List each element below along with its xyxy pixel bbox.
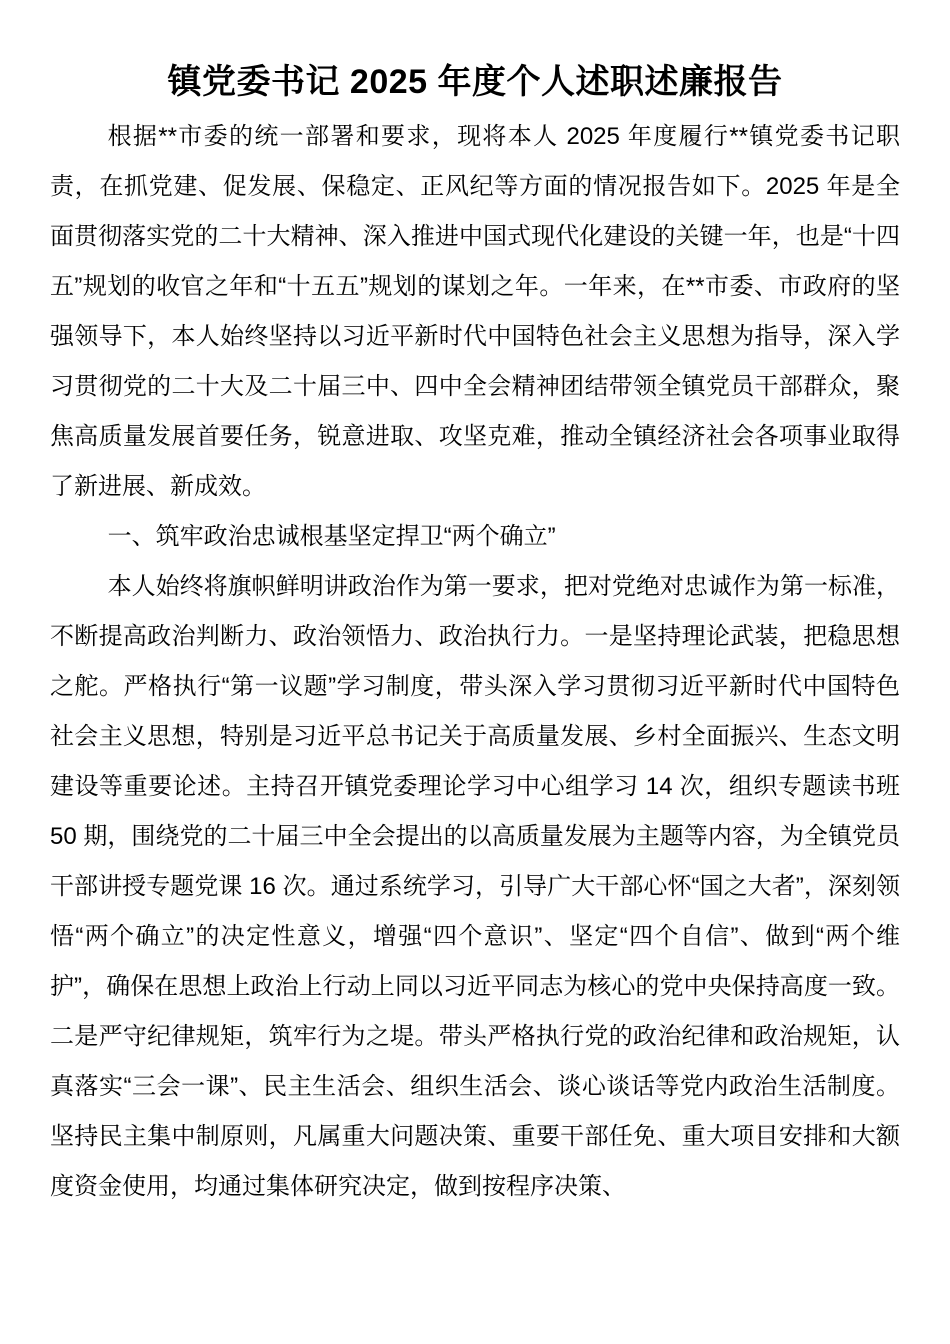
section-1-heading: 一、筑牢政治忠诚根基坚定捍卫“两个确立” [107,523,556,550]
document-body [50,112,900,1212]
section-1-body: 本人始终将旗帜鲜明讲政治作为第一要求，把对党绝对忠诚作为第一标准，不断提高政治判断力、政治领悟力、政治执行力。一是坚持理论武装，把稳思想之舵。严格执行“第一议题”学习制度，带头深入学习贯彻习近平新时代中国特色社会主义思想，特别是习近平总书记关于高质量发展、乡村全面振兴、生态文明建设等重要论述。主持召开镇党委理论学习中心组学习 14 次，组织专题读书班 50 期，围绕党的二十届三中全会提出的以高质量发展为主题等内容，为全镇党员干部讲授专题党课 16 次。通过系统学习，引导广大干部心怀“国之大者”，深刻领悟“两个确立”的决定性意义，增强“四个意识”、坚定“四个自信”、做到“两个维护”，确保在思想上政治上行动上同以习近平同志为核心的党中央保持高度一致。二是严守纪律规矩，筑牢行为之堤。带头严格执行党的政治纪律和政治规矩，认真落实“三会一课”、民主生活会、组织生活会、谈心谈话等党内政治生活制度。坚持民主集中制原则，凡属重大问题决策、重要干部任免、重大项目安排和大额度资金使用，均通过集体研究决定，做到按程序决策、 [50,573,900,1200]
intro-paragraph: 根据**市委的统一部署和要求，现将本人 2025 年度履行**镇党委书记职责，在抓党建、促发展、保稳定、正风纪等方面的情况报告如下。2025 年是全面贯彻落实党的二十大精神、深入推进中国式现代化建设的关键一年，也是“十四五”规划的收官之年和“十五五”规划的谋划之年。一年来，在**市委、市政府的坚强领导下，本人始终坚持以习近平新时代中国特色社会主义思想为指导，深入学习贯彻党的二十大及二十届三中、四中全会精神团结带领全镇党员干部群众，聚焦高质量发展首要任务，锐意进取、攻坚克难，推动全镇经济社会各项事业取得了新进展、新成效。 [50,123,900,500]
document-title: 镇党委书记 2025 年度个人述职述廉报告 [167,63,783,101]
